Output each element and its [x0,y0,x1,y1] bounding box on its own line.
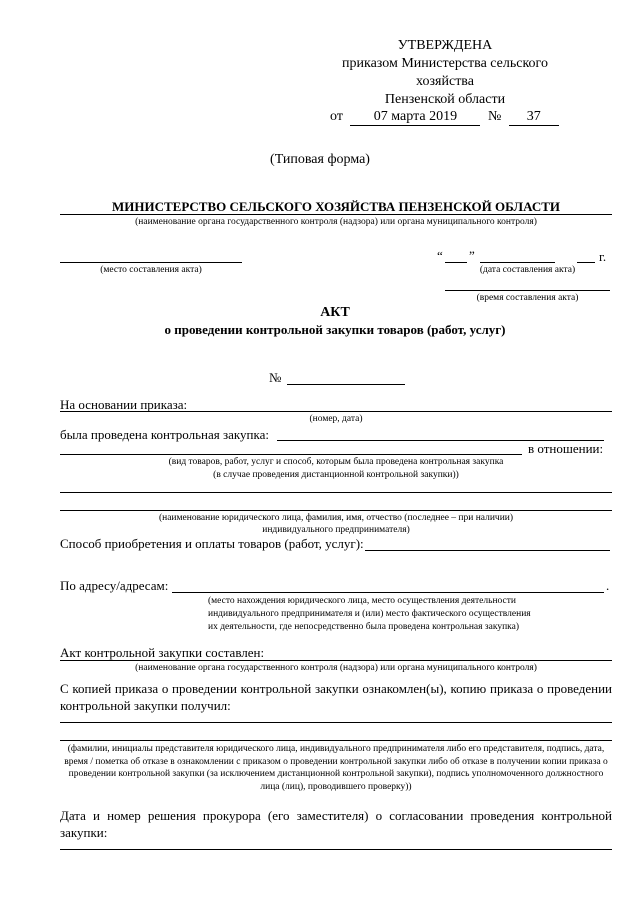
regard-field[interactable] [60,454,522,455]
entity-field-2[interactable] [60,510,612,511]
copy-field-2[interactable] [60,740,612,741]
entity-caption-1: (наименование юридического лица, фамилия, имя, отчество (последнее – при наличии) [158,513,514,523]
form-type: (Типовая форма) [270,152,370,167]
goods-caption-1: (вид товаров, работ, услуг и способ, которым была проведена контрольная закупка [168,457,504,467]
time-caption: (время составления акта) [476,293,579,303]
composed-field[interactable] [60,660,612,661]
approval-date-row [330,109,559,126]
method-field[interactable] [365,550,610,551]
time-field[interactable] [445,290,610,291]
address-label: По адресу/адресам: [60,578,169,593]
date-quote-open: “ [437,248,443,263]
goods-caption-2: (в случае проведения дистанционной контрольной закупки)) [213,470,459,480]
prosecutor-text: Дата и номер решения прокурора (его заместителя) о согласовании проведения контрольной закупки: [60,808,612,840]
date-year-field[interactable] [577,262,595,263]
ministry-caption: (наименование органа государственного контроля (надзора) или органа муниципального контроля) [135,217,537,227]
prosecutor-field[interactable] [60,849,612,850]
place-caption: (место составления акта) [100,265,202,275]
ministry-underline [60,214,612,215]
entity-field-1[interactable] [60,492,612,493]
approval-line-4: Пензенской области [384,92,506,107]
place-field[interactable] [60,262,242,263]
approval-title: УТВЕРЖДЕНА [397,38,493,53]
date-quote-close: ” [469,248,475,263]
approval-date: 07 марта 2019 [350,109,480,126]
basis-label: На основании приказа: [60,397,188,412]
act-number-sign: № [269,370,282,385]
date-caption: (дата составления акта) [479,265,576,275]
composed-label: Акт контрольной закупки составлен: [60,645,265,660]
act-number-field[interactable] [287,384,405,385]
copy-field-1[interactable] [60,722,612,723]
basis-caption: (номер, дата) [309,414,363,424]
act-title: АКТ [320,305,350,320]
address-caption-3: их деятельности, где непосредственно была проведена контрольная закупка) [208,622,520,632]
approval-line-2: приказом Министерства сельского [342,56,548,71]
year-suffix: г. [599,249,607,264]
act-subtitle: о проведении контрольной закупки товаров (работ, услуг) [164,322,506,337]
address-caption-2: индивидуального предпринимателя и (или) место фактического осуществления [208,609,531,619]
approval-number: 37 [509,109,559,126]
ministry-name: МИНИСТЕРСТВО СЕЛЬСКОГО ХОЗЯЙСТВА ПЕНЗЕНСКОЙ ОБЛАСТИ [111,199,561,214]
approval-line-3: хозяйства [416,74,474,89]
address-field[interactable] [172,592,604,593]
composed-caption: (наименование органа государственного контроля (надзора) или органа муниципального контроля) [135,663,537,673]
regard-label: в отношении: [528,441,604,456]
entity-caption-2: индивидуального предпринимателя) [262,525,410,535]
address-caption-1: (место нахождения юридического лица, место осуществления деятельности [208,596,516,606]
approval-from: от [330,109,343,124]
address-end: . [606,578,610,593]
basis-field[interactable] [60,411,612,412]
date-month-field[interactable] [480,262,555,263]
signature-caption: (фамилии, инициалы представителя юридического лица, индивидуального предпринимателя либо его представителя, подпись, дата, время / пометка об отказе в ознакомлении с приказом о проведении контрольной закупки либо об отказе в получении копии приказа о проведении контрольной закупки (за исключением дистанционной контрольной закупки), подпись уполномоченного должностного лица (лиц), проводившего проверку)) [64,744,608,792]
purchase-label: была проведена контрольная закупка: [60,427,269,442]
method-label: Способ приобретения и оплаты товаров (работ, услуг): [60,536,364,551]
copy-acknowledgement: С копией приказа о проведении контрольной закупки ознакомлен(ы), копию приказа о проведении контрольной закупки получил: [60,681,612,713]
date-day-field[interactable] [445,262,467,263]
approval-num-sign: № [487,109,502,124]
